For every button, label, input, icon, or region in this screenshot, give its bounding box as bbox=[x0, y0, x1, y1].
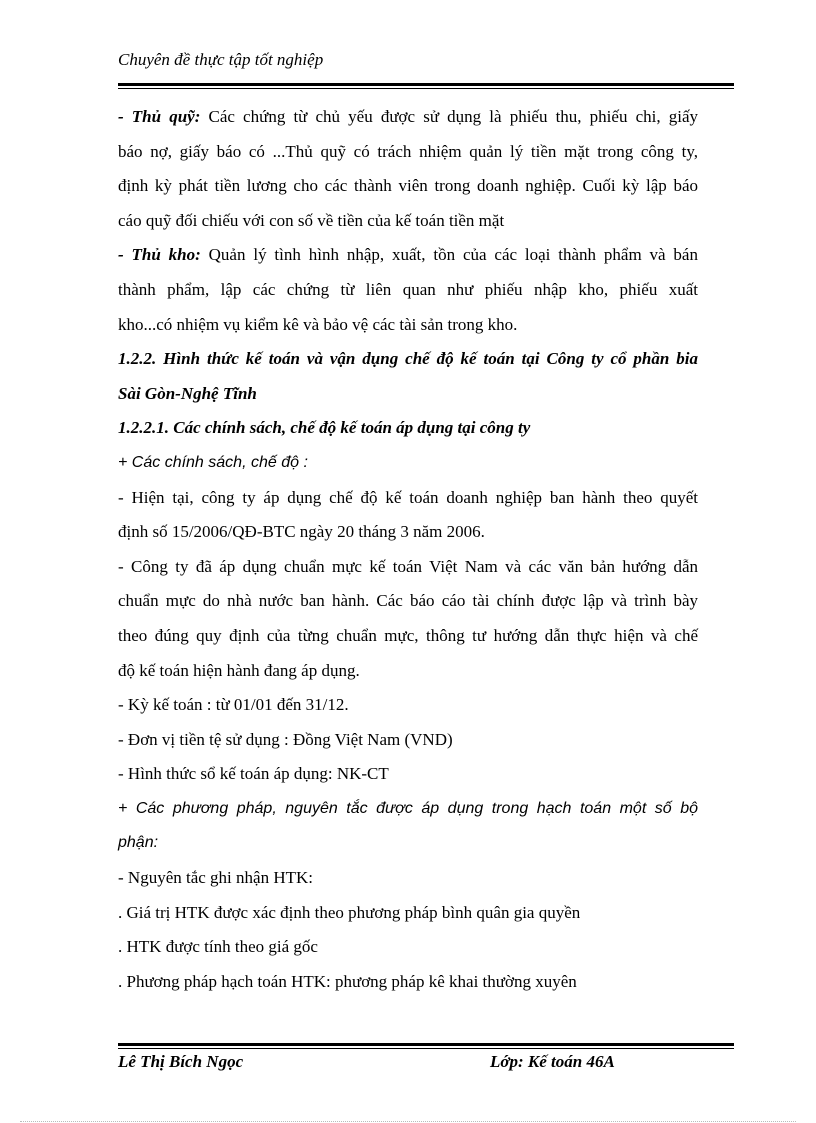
paragraph-line: định kỳ phát tiền lương cho các thành viên trong doanh nghiệp. Cuối kỳ lập báo bbox=[118, 176, 698, 196]
paragraph-line: - Thủ quỹ: Các chứng từ chủ yếu được sử dụng là phiếu thu, phiếu chi, giấy bbox=[118, 107, 698, 126]
list-item: - Đơn vị tiền tệ sử dụng : Đồng Việt Nam (VND) bbox=[118, 729, 453, 749]
paragraph-line: - Công ty đã áp dụng chuẩn mực kế toán Việt Nam và các văn bản hướng dẫn bbox=[118, 556, 698, 576]
footer-class: Lớp: Kế toán 46A bbox=[490, 1052, 615, 1071]
paragraph-line: độ kế toán hiện hành đang áp dụng. bbox=[118, 660, 360, 680]
methods-subheading: phận: bbox=[118, 834, 159, 852]
header-rule bbox=[118, 83, 734, 89]
paragraph-line: - Thủ kho: Quản lý tình hình nhập, xuất, tồn của các loại thành phẩm và bán bbox=[118, 245, 698, 265]
methods-subheading: + Các phương pháp, nguyên tắc được áp dụng trong hạch toán một số bộ bbox=[118, 799, 698, 817]
list-item: . HTK được tính theo giá gốc bbox=[118, 937, 318, 957]
document-body bbox=[118, 100, 698, 999]
footer-author: Lê Thị Bích Ngọc bbox=[118, 1052, 244, 1071]
paragraph-line: báo nợ, giấy báo có ...Thủ quỹ có trách nhiệm quản lý tiền mặt trong công ty, bbox=[118, 141, 698, 161]
list-item: . Giá trị HTK được xác định theo phương pháp bình quân gia quyền bbox=[118, 902, 581, 922]
section-heading: 1.2.2. Hình thức kế toán và vận dụng chế độ kế toán tại Công ty cổ phần bia bbox=[118, 349, 698, 369]
paragraph-line: thành phẩm, lập các chứng từ liên quan như phiếu nhập kho, phiếu xuất bbox=[118, 279, 698, 299]
subsection-heading: 1.2.2.1. Các chính sách, chế độ kế toán áp dụng tại công ty bbox=[118, 418, 531, 438]
page-bottom-dotted-border bbox=[20, 1121, 796, 1122]
thu-kho-label: - Thủ kho: bbox=[118, 245, 201, 265]
list-item: - Nguyên tắc ghi nhận HTK: bbox=[118, 868, 313, 888]
section-heading: Sài Gòn-Nghệ Tĩnh bbox=[118, 383, 257, 403]
thu-quy-label: - Thủ quỹ: bbox=[118, 107, 201, 126]
footer-rule bbox=[118, 1043, 734, 1049]
paragraph-line: định số 15/2006/QĐ-BTC ngày 20 tháng 3 năm 2006. bbox=[118, 522, 485, 542]
list-item: - Kỳ kế toán : từ 01/01 đến 31/12. bbox=[118, 695, 349, 715]
page-header-title: Chuyên đề thực tập tốt nghiệp bbox=[118, 50, 324, 69]
paragraph-line: chuẩn mực do nhà nước ban hành. Các báo cáo tài chính được lập và trình bày bbox=[118, 591, 698, 611]
list-item: - Hình thức sổ kế toán áp dụng: NK-CT bbox=[118, 764, 389, 784]
paragraph-line: kho...có nhiệm vụ kiểm kê và bảo vệ các tài sản trong kho. bbox=[118, 314, 518, 334]
list-item: . Phương pháp hạch toán HTK: phương pháp kê khai thường xuyên bbox=[118, 971, 577, 991]
policy-subheading: + Các chính sách, chế độ : bbox=[118, 453, 308, 471]
paragraph-line: cáo quỹ đối chiếu với con số về tiền của kế toán tiền mặt bbox=[118, 210, 505, 230]
paragraph-line: theo đúng quy định của từng chuẩn mực, thông tư hướng dẫn thực hiện và chế bbox=[118, 625, 698, 645]
paragraph-line: - Hiện tại, công ty áp dụng chế độ kế toán doanh nghiệp ban hành theo quyết bbox=[118, 487, 698, 507]
